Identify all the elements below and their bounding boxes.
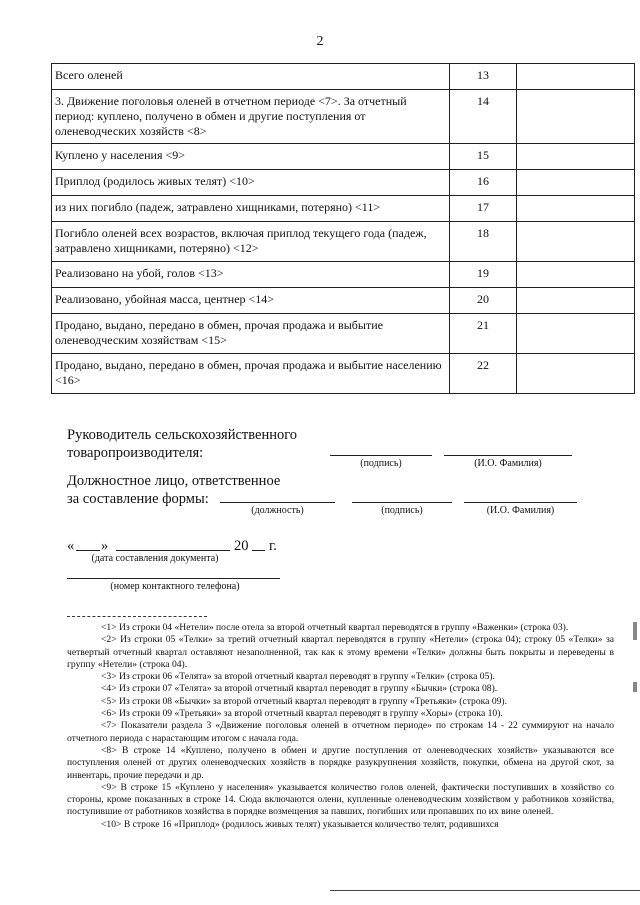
official-signature-line — [352, 502, 452, 503]
table-row — [52, 354, 635, 394]
row-code: 18 — [450, 222, 516, 262]
row-description: Реализовано на убой, голов <13> — [52, 262, 450, 288]
official-label-line1: Должностное лицо, ответственное — [67, 473, 281, 489]
table-row — [52, 288, 635, 314]
date-year-suffix: г. — [269, 538, 277, 554]
row-code: 17 — [450, 196, 516, 222]
phone-line — [67, 578, 280, 579]
official-signature-caption: (подпись) — [381, 505, 423, 516]
footnote-item: <4> Из строки 07 «Телята» за второй отчетный квартал переводят в группу «Бычки» (строка 08). — [101, 683, 498, 695]
official-position-caption: (должность) — [251, 505, 304, 516]
footnote-item: <3> Из строки 06 «Телята» за второй отчетный квартал переводят в группу «Телки» (строка 05). — [101, 671, 495, 683]
date-year-prefix: 20 — [234, 538, 249, 554]
footnote-item: <2> Из строки 05 «Телки» за третий отчетный квартал переводятся в группу «Нетели» (строка 04); строку 05 «Телки» за четвертый отчетный квартал оставляют незаполненной, так как к этому времени «Телки» должны быть покрыты и переведены в группу «Нетели» (строка 04). — [67, 634, 614, 670]
row-value-cell — [516, 288, 634, 314]
row-code: 22 — [450, 354, 516, 394]
table-row — [52, 196, 635, 222]
livestock-table — [51, 63, 635, 394]
row-value-cell — [516, 90, 634, 144]
row-description: Продано, выдано, передано в обмен, прочая продажа и выбытие населению <16> — [52, 354, 450, 394]
row-value-cell — [516, 64, 634, 90]
date-caption: (дата составления документа) — [91, 553, 219, 564]
head-name-line — [444, 455, 572, 456]
row-code: 20 — [450, 288, 516, 314]
table-row — [52, 314, 635, 354]
date-month-line — [116, 550, 230, 551]
phone-caption: (номер контактного телефона) — [110, 581, 240, 592]
table-row — [52, 90, 635, 144]
page-bottom-rule — [330, 890, 640, 891]
row-description: Погибло оленей всех возрастов, включая приплод текущего года (падеж, затравлено хищниками, потеряно) <12> — [52, 222, 450, 262]
row-description: Всего оленей — [52, 64, 450, 90]
row-description: Реализовано, убойная масса, центнер <14> — [52, 288, 450, 314]
footnote-item: <6> Из строки 09 «Третьяки» за второй отчетный квартал переводят в группу «Хоры» (строка 10). — [101, 708, 503, 720]
official-position-line — [220, 502, 335, 503]
head-signature-line — [330, 455, 432, 456]
head-label-line1: Руководитель сельскохозяйственного — [67, 427, 298, 443]
table-row — [52, 222, 635, 262]
row-description: Продано, выдано, передано в обмен, прочая продажа и выбытие оленеводческим хозяйствам <15> — [52, 314, 450, 354]
row-code: 15 — [450, 144, 516, 170]
page-number: 2 — [316, 34, 324, 49]
date-year-line — [252, 550, 265, 551]
table-row — [52, 144, 635, 170]
row-description: 3. Движение поголовья оленей в отчетном периоде <7>. За отчетный период: куплено, получено в обмен и другие поступления от оленеводческих хозяйств <8> — [52, 90, 450, 144]
official-name-line — [464, 502, 577, 503]
row-code: 14 — [450, 90, 516, 144]
table-row — [52, 170, 635, 196]
footnote-item: <10> В строке 16 «Приплод» (родилось живых телят) указывается количество телят, родившихся — [101, 818, 499, 830]
head-signature-caption: (подпись) — [360, 458, 402, 469]
row-description: Приплод (родилось живых телят) <10> — [52, 170, 450, 196]
row-code: 16 — [450, 170, 516, 196]
footnote-item: <5> Из строки 08 «Бычки» за второй отчетный квартал переводят в группу «Третьяки» (строка 09). — [101, 695, 508, 707]
row-code: 21 — [450, 314, 516, 354]
row-description: Куплено у населения <9> — [52, 144, 450, 170]
footnote-item: <8> В строке 14 «Куплено, получено в обмен и другие поступления от оленеводческих хозяйств» указываются все поступления оленей от других оленеводческих хозяйств в порядке разукрупнения хозяйств, покупки, обмена на другой скот, за инвентарь, прочие передачи и др. — [67, 744, 614, 781]
footnote-separator — [67, 616, 207, 617]
footnote-item: <9> В строке 15 «Куплено у населения» указывается количество голов оленей, фактически поступивших в хозяйство со стороны, кроме показанных в строке 14. Сюда включаются олени, купленные оленеводческим хозяйством у работников хозяйства, поступившие от работников хозяйства в порядке возмещения за павших, погибших или пропавших по их вине оленей. — [67, 781, 614, 818]
footnote-item: <7> Показатели раздела 3 «Движение поголовья оленей в отчетном периоде» по строкам 14 - 22 суммируют на начало отчетного периода с нарастающим итогом с начала года. — [67, 720, 614, 744]
row-code: 13 — [450, 64, 516, 90]
row-value-cell — [516, 262, 634, 288]
row-value-cell — [516, 170, 634, 196]
date-day-line — [76, 550, 100, 551]
date-open-quote: « — [67, 538, 75, 554]
date-close-quote: » — [101, 538, 109, 554]
footnotes — [67, 622, 614, 831]
row-value-cell — [516, 222, 634, 262]
scan-edge-mark — [633, 622, 637, 640]
official-name-caption: (И.О. Фамилия) — [486, 505, 555, 516]
row-value-cell — [516, 196, 634, 222]
row-code: 19 — [450, 262, 516, 288]
table-row — [52, 262, 635, 288]
table-row — [52, 64, 635, 90]
scan-edge-mark — [633, 682, 637, 692]
official-label-line2: за составление формы: — [67, 491, 209, 507]
footnote-item: <1> Из строки 04 «Нетели» после отела за второй отчетный квартал переводятся в группу «Важенки» (строка 03). — [101, 622, 569, 633]
head-label-line2: товаропроизводителя: — [67, 445, 204, 461]
row-description: из них погибло (падеж, затравлено хищниками, потеряно) <11> — [52, 196, 450, 222]
row-value-cell — [516, 354, 634, 394]
head-name-caption: (И.О. Фамилия) — [474, 458, 542, 469]
row-value-cell — [516, 144, 634, 170]
row-value-cell — [516, 314, 634, 354]
